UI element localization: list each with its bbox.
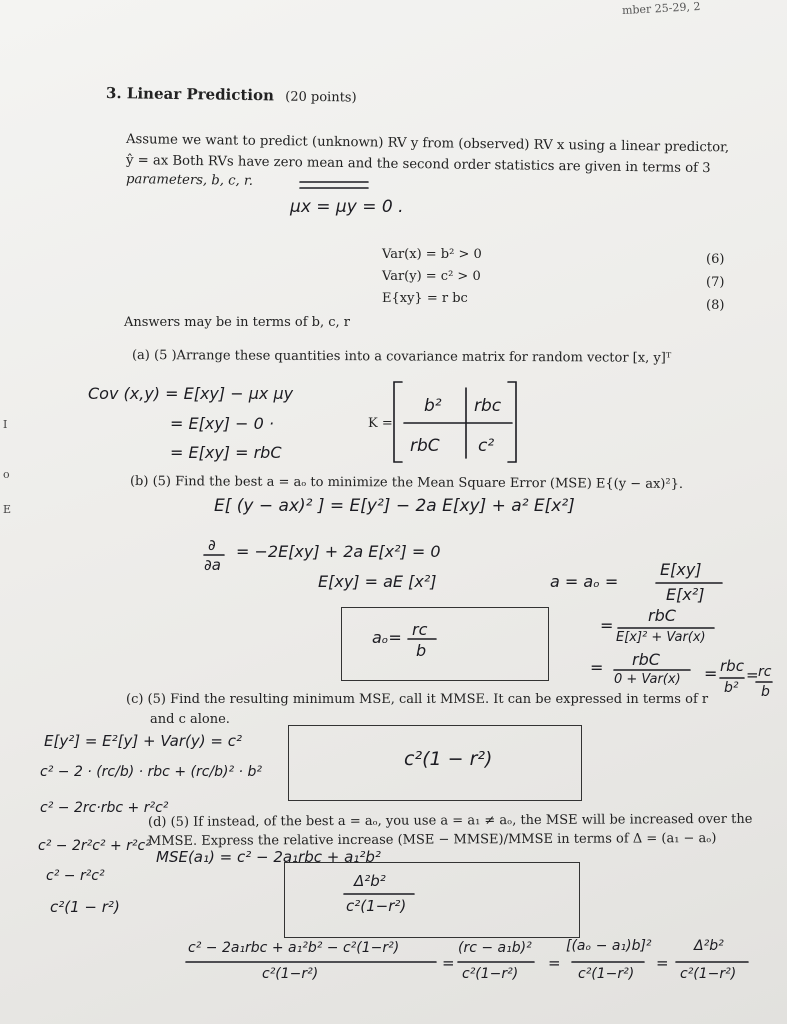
equation-number-6: (6) bbox=[706, 252, 725, 267]
hw-b-frac2-num: rbC bbox=[648, 606, 676, 625]
hw-b-box-lhs: aₒ= bbox=[372, 628, 402, 647]
corner-date: mber 25-29, 2 bbox=[621, 0, 701, 18]
matrix-k-12: rbc bbox=[474, 396, 502, 416]
hw-cov-line-2: = E[xy] − 0 · bbox=[170, 414, 274, 433]
margin-mark: o bbox=[3, 468, 10, 481]
hw-b-eq-3: = bbox=[590, 658, 604, 677]
hw-cov-line-3: = E[xy] = rbC bbox=[170, 443, 282, 462]
hw-d-box-num: Δ²b² bbox=[354, 872, 386, 890]
hw-d-frac3-num: [(aₒ − a₁)b]² bbox=[566, 938, 652, 954]
hw-b-frac2-den: E[x]² + Var(x) bbox=[616, 630, 706, 645]
hw-d-frac2-den: c²(1−r²) bbox=[462, 966, 519, 982]
hw-c-line-4: c² − 2r²c² + r²c² bbox=[38, 838, 151, 854]
part-d-question-1: (d) (5) If instead, of the best a = aₒ, you use a = a₁ ≠ aₒ, the MSE will be increased over the bbox=[147, 811, 753, 830]
hw-b-frac1-den: E[x²] bbox=[666, 585, 705, 604]
matrix-k-label: K = bbox=[368, 416, 393, 431]
hw-c-line-5: c² − r²c² bbox=[46, 868, 105, 884]
problem-points: (20 points) bbox=[285, 89, 357, 106]
hw-b-partial-top: ∂ bbox=[208, 536, 216, 554]
problem-title: 3. Linear Prediction bbox=[105, 84, 275, 105]
hw-d-line-1: MSE(a₁) = c² − 2a₁rbc + a₁²b² bbox=[156, 848, 381, 866]
hw-b-frac1-num: E[xy] bbox=[660, 560, 702, 579]
hw-b-frac4-num: rbc bbox=[720, 657, 744, 675]
hw-b-line-4: a = aₒ = bbox=[550, 572, 619, 591]
answers-note: Answers may be in terms of b, c, r bbox=[124, 315, 351, 330]
hw-d-frac2-num: (rc − a₁b)² bbox=[458, 940, 532, 956]
hw-c-line-2: c² − 2 · (rc/b) · rbc + (rc/b)² · b² bbox=[40, 764, 262, 780]
equation-number-7: (7) bbox=[706, 275, 725, 290]
equation-var-x: Var(x) = b² > 0 bbox=[382, 247, 482, 262]
part-d-question-2: MMSE. Express the relative increase (MSE − MMSE)/MMSE in terms of Δ = (a₁ − aₒ) bbox=[147, 831, 717, 849]
hw-d-frac4-den: c²(1−r²) bbox=[680, 966, 737, 982]
hw-b-line-2: = −2E[xy] + 2a E[x²] = 0 bbox=[236, 542, 441, 561]
hw-d-box-den: c²(1−r²) bbox=[346, 897, 407, 915]
hw-b-box-num: rc bbox=[412, 620, 428, 639]
matrix-k-11: b² bbox=[424, 396, 442, 416]
margin-mark: E bbox=[3, 503, 12, 516]
hw-d-frac1-den: c²(1−r²) bbox=[262, 966, 319, 982]
intro-line-1: Assume we want to predict (unknown) RV y from (observed) RV x using a linear predictor, bbox=[125, 132, 730, 156]
hw-b-eq-5: = bbox=[746, 666, 759, 684]
matrix-k-22: c² bbox=[478, 436, 495, 456]
hw-d-eq-2: = bbox=[548, 954, 561, 972]
hw-b-box-den: b bbox=[416, 641, 427, 660]
hw-c-line-6: c²(1 − r²) bbox=[50, 898, 120, 916]
margin-mark: I bbox=[3, 418, 8, 431]
hw-b-frac3-den: 0 + Var(x) bbox=[614, 672, 681, 687]
equation-number-8: (8) bbox=[706, 298, 725, 313]
equation-exy: E{xy} = r bc bbox=[382, 291, 468, 306]
equation-var-y: Var(y) = c² > 0 bbox=[382, 269, 481, 284]
hw-d-frac3-den: c²(1−r²) bbox=[578, 966, 635, 982]
hw-b-eq-2: = bbox=[600, 616, 614, 635]
part-c-question-2: and c alone. bbox=[150, 712, 230, 727]
hw-d-eq-1: = bbox=[442, 954, 455, 972]
part-b-question: (b) (5) Find the best a = aₒ to minimize the Mean Square Error (MSE) E{(y − ax)²}. bbox=[129, 474, 684, 492]
hw-cov-line-1: Cov (x,y) = E[xy] − μx μy bbox=[88, 384, 294, 403]
hw-means: μx = μy = 0 . bbox=[290, 197, 404, 217]
hw-b-line-3: E[xy] = aE [x²] bbox=[318, 572, 437, 591]
hw-b-partial-bottom: ∂a bbox=[204, 556, 221, 574]
intro-line-2: ŷ = ax Both RVs have zero mean and the second order statistics are given in terms of 3 bbox=[125, 153, 711, 177]
hw-c-line-1: E[y²] = E²[y] + Var(y) = c² bbox=[44, 732, 242, 750]
matrix-k-21: rbC bbox=[410, 436, 440, 456]
hw-b-frac5-num: rc bbox=[758, 664, 772, 680]
hw-c-box-answer: c²(1 − r²) bbox=[404, 748, 493, 770]
intro-line-3: parameters, b, c, r. bbox=[125, 172, 254, 189]
hw-b-frac3-num: rbC bbox=[632, 650, 660, 669]
hw-d-eq-3: = bbox=[656, 954, 669, 972]
hw-c-line-3: c² − 2rc·rbc + r²c² bbox=[40, 800, 169, 816]
hw-d-frac1-num: c² − 2a₁rbc + a₁²b² − c²(1−r²) bbox=[188, 940, 400, 956]
hw-b-frac5-den: b bbox=[761, 684, 770, 700]
hw-b-eq-4: = bbox=[704, 664, 718, 683]
hw-b-line-1: E[ (y − ax)² ] = E[y²] − 2a E[xy] + a² E[x²] bbox=[214, 496, 575, 516]
hw-b-frac4-den: b² bbox=[724, 680, 739, 696]
part-c-question-1: (c) (5) Find the resulting minimum MSE, call it MMSE. It can be expressed in terms of r bbox=[126, 692, 709, 707]
part-a-question: (a) (5 )Arrange these quantities into a covariance matrix for random vector [x, y]ᵀ bbox=[131, 348, 672, 366]
hw-d-frac4-num: Δ²b² bbox=[694, 938, 724, 954]
